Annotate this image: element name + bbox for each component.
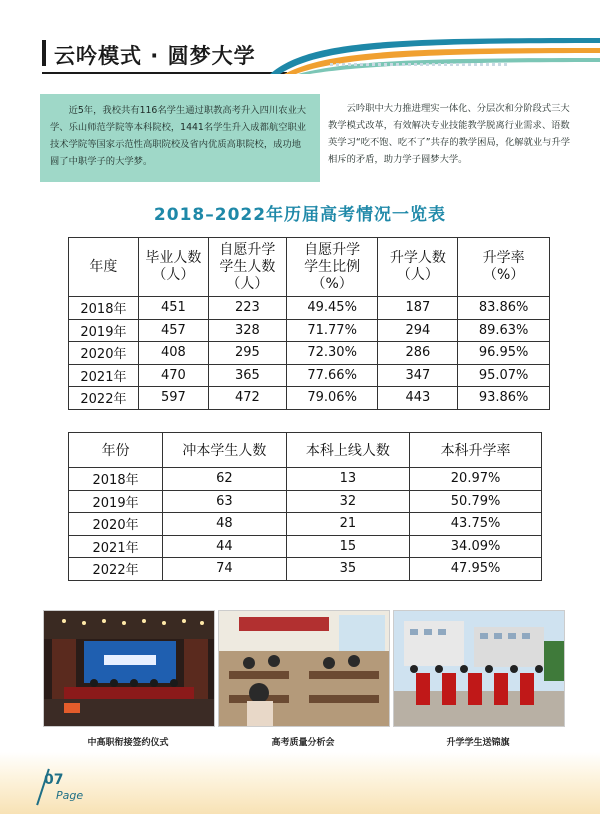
intro-left-box: [40, 94, 320, 182]
table-cell: 2018年: [69, 468, 163, 491]
table-cell: 457: [138, 319, 208, 342]
table-row: [69, 387, 550, 410]
table-cell: 62: [163, 468, 287, 491]
table-header-cell: 自愿升学 学生人数 （人）: [208, 238, 286, 297]
photo-signing-ceremony: [43, 610, 215, 727]
table-cell: 77.66%: [286, 364, 378, 387]
table-cell: 47.95%: [410, 558, 542, 581]
page-header: [0, 30, 600, 76]
table-cell: 2020年: [69, 342, 139, 365]
table-cell: 35: [286, 558, 410, 581]
table-cell: 2021年: [69, 535, 163, 558]
intro-right-text: 云吟职中大力推进理实一体化、分层次和分阶段式三大教学模式改革，有效解决专业技能教学脱离行业需求、语数英学习“吃不饱、吃不了”共存的教学困局，化解就业与升学相斥的矛盾，助力学子圆梦大学。: [328, 103, 571, 165]
table-cell: 470: [138, 364, 208, 387]
table-cell: 187: [378, 297, 458, 320]
header-accent-bar: [42, 40, 46, 66]
table-header-cell: 冲本学生人数: [163, 433, 287, 468]
table-cell: 443: [378, 387, 458, 410]
table-cell: 49.45%: [286, 297, 378, 320]
table-header-cell: 年度: [69, 238, 139, 297]
table-header-row: [69, 433, 542, 468]
page-label: Page: [56, 789, 84, 802]
table-cell: 451: [138, 297, 208, 320]
table-cell: 2022年: [69, 558, 163, 581]
table-cell: 21: [286, 513, 410, 536]
table1-title: 2018–2022年历届高考情况一览表: [153, 205, 447, 225]
table-cell: 2019年: [69, 319, 139, 342]
table-cell: 44: [163, 535, 287, 558]
table-row: [69, 468, 542, 491]
table-cell: 286: [378, 342, 458, 365]
table-header-cell: 升学率 （%）: [458, 238, 550, 297]
table-cell: 13: [286, 468, 410, 491]
table-cell: 294: [378, 319, 458, 342]
table-cell: 2022年: [69, 387, 139, 410]
table-cell: 79.06%: [286, 387, 378, 410]
table-row: [69, 513, 542, 536]
table-cell: 408: [138, 342, 208, 365]
table-cell: 83.86%: [458, 297, 550, 320]
table-cell: 597: [138, 387, 208, 410]
table-cell: 295: [208, 342, 286, 365]
photo-caption: 升学学生送锦旗: [446, 738, 510, 748]
table-cell: 93.86%: [458, 387, 550, 410]
table-cell: 2020年: [69, 513, 163, 536]
table-cell: 2021年: [69, 364, 139, 387]
photo-banner-presentation: [393, 610, 565, 727]
table-cell: 74: [163, 558, 287, 581]
table-header-cell: 本科升学率: [410, 433, 542, 468]
table-cell: 95.07%: [458, 364, 550, 387]
table-cell: 96.95%: [458, 342, 550, 365]
table-header-row: [69, 238, 550, 297]
table-cell: 34.09%: [410, 535, 542, 558]
intro-right-box: [322, 100, 577, 168]
table-cell: 223: [208, 297, 286, 320]
undergrad-admission-table: [68, 432, 542, 581]
table-cell: 15: [286, 535, 410, 558]
table-cell: 48: [163, 513, 287, 536]
exam-overview-table: [68, 237, 550, 410]
footer-background: [0, 752, 600, 814]
header-underline: [42, 72, 287, 74]
photo-caption: 中高职衔接签约仪式: [87, 738, 169, 748]
table-cell: 472: [208, 387, 286, 410]
table-row: [69, 364, 550, 387]
photo-quality-analysis-meeting: [218, 610, 390, 727]
table-cell: 63: [163, 490, 287, 513]
table-cell: 50.79%: [410, 490, 542, 513]
table-cell: 2018年: [69, 297, 139, 320]
table-cell: 43.75%: [410, 513, 542, 536]
table-cell: 20.97%: [410, 468, 542, 491]
table-cell: 347: [378, 364, 458, 387]
table-header-cell: 升学人数 （人）: [378, 238, 458, 297]
page-title: 云吟模式 · 圆梦大学: [54, 44, 256, 68]
table-cell: 365: [208, 364, 286, 387]
table-row: [69, 535, 542, 558]
table-header-cell: 自愿升学 学生比例 （%）: [286, 238, 378, 297]
table-header-cell: 年份: [69, 433, 163, 468]
table-row: [69, 558, 542, 581]
table-cell: 2019年: [69, 490, 163, 513]
table-cell: 71.77%: [286, 319, 378, 342]
table-cell: 32: [286, 490, 410, 513]
photo-caption: 高考质量分析会: [271, 738, 335, 748]
table-header-cell: 本科上线人数: [286, 433, 410, 468]
table-row: [69, 319, 550, 342]
table-cell: 89.63%: [458, 319, 550, 342]
table-row: [69, 490, 542, 513]
page-number: 07: [44, 772, 64, 788]
header-swoosh-decoration: [270, 30, 600, 76]
table-row: [69, 297, 550, 320]
table-row: [69, 342, 550, 365]
table-header-cell: 毕业人数 （人）: [138, 238, 208, 297]
table-cell: 72.30%: [286, 342, 378, 365]
table-cell: 328: [208, 319, 286, 342]
intro-left-text: 近5年，我校共有116名学生通过职教高考升入四川农业大学、乐山师范学院等本科院校，1441名学生升入成都航空职业技术学院等国家示范性高职院校及省内优质高职院校，成功地圆了中职学子的大学梦。: [50, 105, 307, 167]
